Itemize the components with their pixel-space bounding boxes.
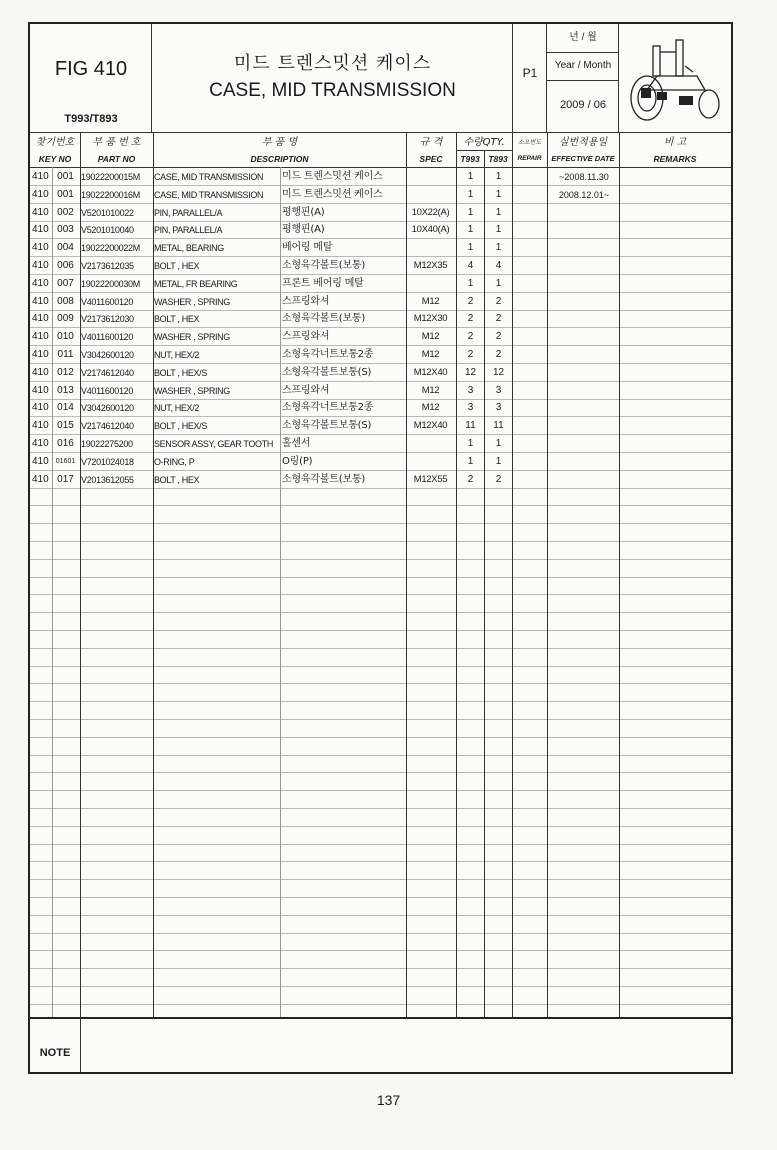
page-title: CASE, MID TRANSMISSION: [209, 80, 456, 101]
figure-number: 410: [32, 402, 49, 414]
key-number: 017: [57, 473, 74, 485]
qty-t893: 1: [495, 277, 502, 289]
effective-date: [548, 239, 620, 257]
qty-t993: 3: [467, 384, 474, 396]
figure-number: 410: [32, 224, 49, 236]
table-row: [30, 310, 731, 328]
description: BOLT , HEX/S: [154, 421, 207, 432]
qty-t893: 2: [495, 295, 502, 307]
grid-line: [30, 505, 731, 506]
table-row: [30, 239, 731, 257]
qty-t893: 11: [493, 420, 504, 432]
description: WASHER , SPRING: [154, 385, 230, 396]
qty-t993: 2: [467, 295, 474, 307]
col-part-ko: 부 품 번 호: [92, 137, 141, 148]
description-korean: 평행핀(A): [282, 224, 325, 236]
table-row: [30, 257, 731, 275]
description-korean: 소형육각볼트(보통): [282, 313, 366, 325]
spec: M12X40: [413, 366, 448, 378]
col-spec: SPEC: [419, 154, 443, 164]
grid-line: [30, 577, 731, 578]
spec: [407, 239, 454, 257]
key-number: 001: [57, 188, 74, 200]
table-row: [30, 382, 731, 400]
part-number: V2174612040: [81, 367, 134, 378]
part-number: V2173612035: [81, 261, 134, 271]
qty-t893: 1: [495, 438, 502, 449]
table-row: [30, 186, 731, 204]
spec: M12X30: [413, 313, 448, 325]
part-number: V2173612030: [81, 314, 134, 325]
description: PIN, PARALLEL/A: [154, 207, 223, 218]
effective-date: [548, 293, 620, 311]
part-number: V5201010022: [81, 207, 134, 218]
table-row: [30, 168, 731, 186]
grid-line: [30, 1004, 731, 1005]
col-desc: DESCRIPTION: [250, 154, 309, 164]
key-number: 002: [57, 206, 74, 218]
grid-line: [30, 683, 731, 684]
qty-t993: 4: [467, 260, 474, 271]
col-part: PART NO: [97, 154, 136, 164]
table-row: [30, 471, 731, 489]
qty-t893: 2: [495, 349, 502, 360]
figure-number: 410: [32, 313, 49, 325]
parts-sheet: [28, 22, 733, 1074]
table-row: [30, 293, 731, 311]
part-number: V2013612055: [81, 474, 134, 485]
col-qty-t893: T893: [488, 154, 508, 164]
key-number: 011: [57, 349, 74, 360]
col-qty: 수량QTY.: [463, 137, 505, 148]
key-number: 008: [57, 295, 74, 307]
description-korean: 프론트 베어링 메탈: [282, 277, 364, 289]
table-row: [30, 328, 731, 346]
col-effective-ko: 실번적용일: [558, 137, 608, 148]
effective-date: [548, 204, 620, 222]
effective-date: [548, 399, 620, 417]
description-korean: 소형육각너트보통2종: [282, 349, 374, 360]
description-korean: 소형육각볼트(보통): [282, 473, 366, 485]
effective-date: 2008.12.01~: [558, 189, 610, 200]
part-number: 19022200016M: [81, 189, 140, 200]
grid-line: [30, 879, 731, 880]
description-korean: 소형육각볼트보통(S): [282, 366, 372, 378]
part-number: V4011600120: [81, 332, 134, 343]
col-remarks-ko: 비 고: [663, 137, 687, 148]
description-korean: 소형육각볼트(보통): [282, 260, 366, 271]
grid-line: [30, 844, 731, 845]
qty-t893: 1: [495, 188, 502, 200]
figure-number: 410: [32, 349, 49, 360]
effective-date: [548, 310, 620, 328]
grid-line: [30, 808, 731, 809]
spec: [407, 453, 454, 471]
col-key: KEY NO: [38, 154, 72, 164]
effective-date: [548, 328, 620, 346]
spec: M12X40: [413, 420, 448, 432]
grid-line: [30, 933, 731, 934]
qty-t893: 3: [495, 384, 502, 396]
table-row: [30, 364, 731, 382]
key-number: 01601: [55, 457, 76, 465]
figure-label: FIG 410: [54, 58, 128, 80]
qty-t993: 2: [467, 313, 474, 325]
part-number: V3042600120: [81, 350, 134, 360]
part-number: V4011600120: [81, 296, 134, 307]
description: WASHER , SPRING: [154, 296, 230, 307]
description-korean: 스프링와셔: [282, 331, 330, 343]
col-remarks: REMARKS: [653, 154, 697, 164]
description: O-RING, P: [154, 456, 195, 467]
qty-t993: 1: [467, 277, 474, 289]
figure-number: 410: [32, 455, 49, 467]
effective-date: [548, 417, 620, 435]
spec: [407, 435, 454, 453]
tractor-icon: [627, 32, 723, 124]
spec: [407, 275, 454, 293]
spec: M12: [421, 295, 440, 307]
figure-number: 410: [32, 242, 49, 254]
col-key-ko: 찾기번호: [35, 137, 75, 148]
spec: 10X40(A): [411, 224, 450, 236]
date-label: Year / Month: [547, 52, 619, 81]
qty-t993: 1: [467, 206, 474, 218]
qty-t893: 3: [495, 402, 502, 414]
table-row: [30, 399, 731, 417]
key-number: 015: [57, 420, 74, 432]
spec: [407, 186, 454, 204]
qty-t993: 11: [465, 420, 476, 432]
key-number: 003: [57, 224, 74, 236]
description: WASHER , SPRING: [154, 332, 230, 343]
description: BOLT , HEX: [154, 474, 200, 485]
description: PIN, PARALLEL/A: [154, 225, 223, 236]
figure-number: 410: [32, 260, 49, 271]
page-number: 137: [376, 1092, 401, 1108]
figure-cell: [30, 24, 152, 133]
grid-line: [30, 541, 731, 542]
key-number: 004: [57, 242, 74, 254]
table-row: [30, 275, 731, 293]
grid-line: [30, 986, 731, 987]
date-label-korean: 년 / 월: [547, 24, 619, 53]
part-number: V5201010040: [81, 225, 134, 236]
grid-line: [30, 968, 731, 969]
spec: 10X22(A): [411, 206, 450, 218]
page-code-cell: [513, 24, 547, 133]
part-number: V2174612040: [81, 421, 134, 432]
description: CASE, MID TRANSMISSION: [154, 172, 264, 182]
col-repair-ko: 소요번도: [517, 139, 542, 146]
grid-line: [30, 915, 731, 916]
col-effective: EFFECTIVE DATE: [551, 154, 615, 163]
part-number: V7201024018: [81, 456, 134, 467]
grid-line: [30, 594, 731, 595]
effective-date: [548, 453, 620, 471]
key-number: 010: [57, 331, 74, 343]
date-value: 2009 / 06: [560, 99, 606, 111]
qty-t993: 1: [467, 455, 474, 467]
spec: M12X35: [413, 260, 448, 271]
figure-number: 410: [32, 277, 49, 289]
spec: M12: [421, 349, 440, 360]
qty-t993: 12: [464, 366, 477, 378]
effective-date: [548, 382, 620, 400]
grid-line: [30, 755, 731, 756]
qty-t993: 1: [467, 188, 474, 200]
qty-t893: 2: [495, 473, 502, 485]
grid-line: [30, 701, 731, 702]
qty-t993: 2: [467, 473, 474, 485]
qty-t893: 2: [495, 313, 502, 325]
grid-line: [30, 772, 731, 773]
part-number: 19022200030M: [81, 278, 140, 289]
grid-line: [30, 630, 731, 631]
description: CASE, MID TRANSMISSION: [154, 189, 264, 200]
description-korean: 베어링 메탈: [282, 242, 333, 254]
figure-number: 410: [32, 420, 49, 432]
figure-number: 410: [32, 171, 49, 182]
grid-line: [30, 559, 731, 560]
qty-t893: 1: [495, 455, 502, 467]
effective-date: [548, 221, 620, 239]
qty-t893: 4: [495, 260, 502, 271]
col-spec-ko: 규 격: [419, 137, 443, 148]
effective-date: [548, 346, 620, 364]
col-repair: REPAIR: [517, 155, 542, 162]
spec: M12X55: [413, 473, 448, 485]
spec: M12: [421, 384, 440, 396]
spec: [407, 168, 454, 186]
figure-number: 410: [32, 331, 49, 343]
qty-t893: 1: [495, 224, 502, 236]
description-korean: 스프링와셔: [282, 295, 330, 307]
table-row: [30, 221, 731, 239]
description: BOLT , HEX: [154, 314, 200, 325]
description-korean: 홀센서: [282, 438, 311, 449]
header-divider: [30, 132, 731, 133]
qty-t993: 1: [467, 438, 474, 449]
grid-line: [30, 897, 731, 898]
description: BOLT , HEX: [154, 261, 200, 271]
col-qty-t993: T993: [460, 154, 480, 164]
description-korean: 평행핀(A): [282, 206, 325, 218]
note-label: NOTE: [39, 1047, 71, 1059]
figure-number: 410: [32, 206, 49, 218]
note-label-divider: [80, 1017, 81, 1072]
description: BOLT , HEX/S: [154, 367, 207, 378]
thumbnail-cell: [619, 24, 731, 133]
table-row: [30, 453, 731, 471]
description-korean: 미드 트렌스밋션 케이스: [282, 188, 383, 200]
part-number: V4011600120: [81, 385, 134, 396]
note-divider: [30, 1017, 731, 1019]
qty-t893: 1: [495, 171, 502, 182]
table-row: [30, 204, 731, 222]
key-number: 016: [57, 438, 74, 449]
key-number: 001: [57, 171, 74, 182]
description: NUT, HEX/2: [154, 350, 200, 360]
model-label: T993/T893: [64, 113, 118, 125]
key-number: 007: [57, 277, 74, 289]
qty-t993: 2: [467, 349, 474, 360]
effective-date: [548, 435, 620, 453]
table-row: [30, 346, 731, 364]
qty-t993: 2: [467, 331, 474, 343]
grid-line: [30, 666, 731, 667]
col-desc-ko: 부 품 명: [261, 137, 298, 148]
part-number: 19022200015M: [81, 172, 140, 182]
key-number: 009: [57, 313, 74, 325]
description-korean: 소형육각너트보통2종: [282, 402, 374, 414]
qty-t893: 2: [495, 331, 502, 343]
figure-number: 410: [32, 473, 49, 485]
spec: M12: [421, 402, 440, 414]
description-korean: 미드 트렌스밋션 케이스: [282, 171, 383, 182]
description-korean: 스프링와셔: [282, 384, 330, 396]
spec: M12: [421, 331, 440, 343]
description: SENSOR ASSY, GEAR TOOTH: [154, 439, 273, 449]
key-number: 013: [57, 384, 74, 396]
qty-t993: 1: [467, 242, 474, 254]
effective-date: ~2008.11.30: [559, 172, 609, 182]
figure-number: 410: [32, 438, 49, 449]
key-number: 014: [57, 402, 74, 414]
page-title-korean: 미드 트렌스밋션 케이스: [233, 53, 432, 74]
grid-line: [30, 826, 731, 827]
qty-t893: 12: [492, 366, 505, 378]
part-number: 19022275200: [81, 439, 133, 449]
grid-line: [30, 737, 731, 738]
description: NUT, HEX/2: [154, 403, 200, 414]
qty-t893: 1: [495, 242, 502, 254]
grid-line: [30, 861, 731, 862]
part-number: V3042600120: [81, 403, 134, 414]
grid-line: [30, 523, 731, 524]
effective-date: [548, 364, 620, 382]
figure-number: 410: [32, 295, 49, 307]
table-row: [30, 435, 731, 453]
description: METAL, BEARING: [154, 243, 224, 254]
grid-line: [30, 950, 731, 951]
qty-t993: 1: [467, 224, 474, 236]
title-cell: [152, 24, 513, 133]
grid-line: [30, 612, 731, 613]
qty-t893: 1: [495, 206, 502, 218]
page-code: P1: [522, 66, 538, 80]
figure-number: 410: [32, 188, 49, 200]
part-number: 19022200022M: [81, 243, 140, 254]
date-cell: [547, 24, 619, 133]
key-number: 006: [57, 260, 74, 271]
description-korean: O링(P): [282, 455, 313, 467]
key-number: 012: [57, 366, 74, 378]
grid-line: [30, 648, 731, 649]
effective-date: [548, 275, 620, 293]
grid-line: [30, 719, 731, 720]
qty-t993: 3: [467, 402, 474, 414]
figure-number: 410: [32, 384, 49, 396]
description-korean: 소형육각볼트보통(S): [282, 420, 372, 432]
qty-t993: 1: [467, 171, 474, 182]
effective-date: [548, 257, 620, 275]
table-row: [30, 417, 731, 435]
effective-date: [548, 471, 620, 489]
grid-line: [30, 790, 731, 791]
description: METAL, FR BEARING: [154, 278, 238, 289]
figure-number: 410: [32, 366, 49, 378]
